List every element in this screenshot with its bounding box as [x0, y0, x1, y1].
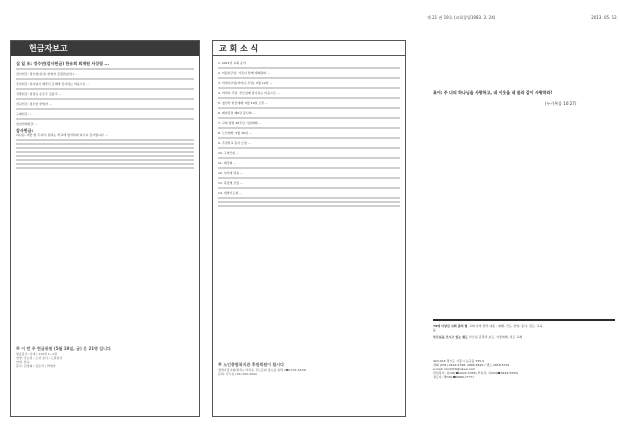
news-item: 5. 청년부 헌신예배: 5월 19일 오후 ... [218, 101, 269, 105]
issue-date: 2013. 05. 12. [591, 15, 618, 20]
news-item: 3. 어버이주일(어머니 주일): 5월 12일 ... [218, 81, 273, 85]
thanks-text: 하나님, 예쁜 딸 주셔서, 원하는 학교에 합격하게 하시니 감사합니다 ... [16, 133, 108, 137]
footer-row: 봉사: 김정희 / 김조자 / 박영자 [16, 364, 56, 368]
left-panel [10, 40, 200, 417]
divider [433, 319, 615, 321]
news-item: 10. 구역모임 ... [218, 151, 240, 155]
right-panel [425, 15, 620, 424]
contact-row: 담임목사: 김OO(☎2222-3333) 부목사: 이OO(☎4444-5555) [433, 371, 519, 375]
offering-row: 구제헌금: ... [16, 112, 33, 116]
contact-row: 전도사: 박OO(☎6666-7777) [433, 375, 474, 379]
news-item: 1. 2013년 교회 표어 [218, 61, 246, 65]
news-item: 4. 어버이 주일: 부모님께 감사하는 마음으로 ... [218, 91, 280, 95]
news-item: 6. 제자훈련 제6강 봉사와 ... [218, 111, 256, 115]
footer-row: 찬양: 강순정 / 도연 봉사 / 도란봉사 [16, 356, 63, 360]
footer-row: 안내: 한숙 [16, 360, 30, 364]
church-row [433, 324, 615, 332]
thanks-title: 감사헌금: [16, 128, 34, 133]
church-row-text: 교회 사역 관련 내용 - 예배, 기도, 찬양, 봉사, 전도, 교육 [469, 324, 543, 328]
footer-row: 생명사랑교회(발목), 어려운 성도들의 필요를 위해 (☎1234-5678) [218, 368, 307, 372]
contact-row: e-mail: kmdd70@naver.com [433, 367, 476, 371]
church-row-label: 부모님을 모시고 있는 형도 [433, 335, 469, 339]
news-item: 11. 제직회 ... [218, 161, 237, 165]
news-item: 8. 노인대학: 5월 16일 ... [218, 131, 252, 135]
offering-row: 주일헌금: 하나님이 베푸신 은혜에 감사하는 마음으로 ... [16, 82, 90, 86]
news-list [218, 61, 400, 209]
left-panel-header [11, 41, 199, 56]
news-item: 2. 어린이주일: 가족이 함께 예배하며 ... [218, 71, 271, 75]
church-row [433, 335, 615, 339]
left-footer [16, 343, 194, 368]
offering-row: 일천번제헌금: ... [16, 122, 39, 126]
news-item: 13. 목장별 모임 ... [218, 181, 243, 185]
middle-panel [212, 40, 406, 417]
church-info-grid [433, 324, 615, 342]
offering-list [16, 61, 194, 171]
contact-row: 423-016 경기도 시흥시 능곡동 755-5 [433, 359, 485, 363]
church-row-label: 78에 이상진 교회 출처 형도 [433, 324, 468, 332]
motto-reference: (누가복음 10:27) [545, 101, 577, 106]
offering-row: 건축헌금: 권정숙 손은주 김남주 ... [16, 92, 62, 96]
middle-panel-title: 교 회 소 식 [219, 44, 259, 53]
news-item: 9. 주일학교 봉사 모임 ... [218, 141, 251, 145]
footer-row: 방송봉사: 이대 / 112번 1~1명 [16, 352, 58, 356]
footer-note: ※ 이 번 주 헌금위원 (5월 19일, 금) 은 21명 입니다 [16, 346, 111, 351]
issue-header [427, 15, 618, 21]
news-item: 12. 성가대 연습 ... [218, 171, 243, 175]
contact-block [433, 359, 615, 379]
issue-line: 제 21 권 19호 (교회창립1983. 2. 24) [427, 15, 496, 20]
left-panel-title: 헌금자보고 [29, 44, 68, 53]
church-row-text: 부모님 공경과 효도, 가정예배, 성도 교제 [469, 335, 523, 339]
side-note: ※ 노인종합복지관 후원회원이 됩시다 [218, 362, 285, 367]
offering-row: 선교헌금: 정수연 한영자 ... [16, 102, 52, 106]
news-item: 7. 교회 창립 30주년 기념예배 ... [218, 121, 262, 125]
news-item: 14. 새벽기도회 ... [218, 191, 243, 195]
middle-panel-header [213, 41, 405, 56]
offering-row: 감사헌금: 정수연(감사) 한영자 김정연(감사) ... [16, 72, 78, 76]
motto-quote: 표어: 주 너의 하나님을 사랑하고, 네 이웃을 네 몸과 같이 사랑하라! [433, 90, 553, 95]
contact-row: 전화 (031) 2619-5798, 2686-5620 / 팩스 2618-5791 [433, 363, 510, 367]
offering-row: 십 일 조: 정수연(감사헌금) 한유희 퇴계원 서상림 ... [16, 61, 109, 66]
middle-footer [218, 359, 400, 376]
footer-row: 문의: 사무실 (02) 000-0000 [218, 372, 257, 376]
